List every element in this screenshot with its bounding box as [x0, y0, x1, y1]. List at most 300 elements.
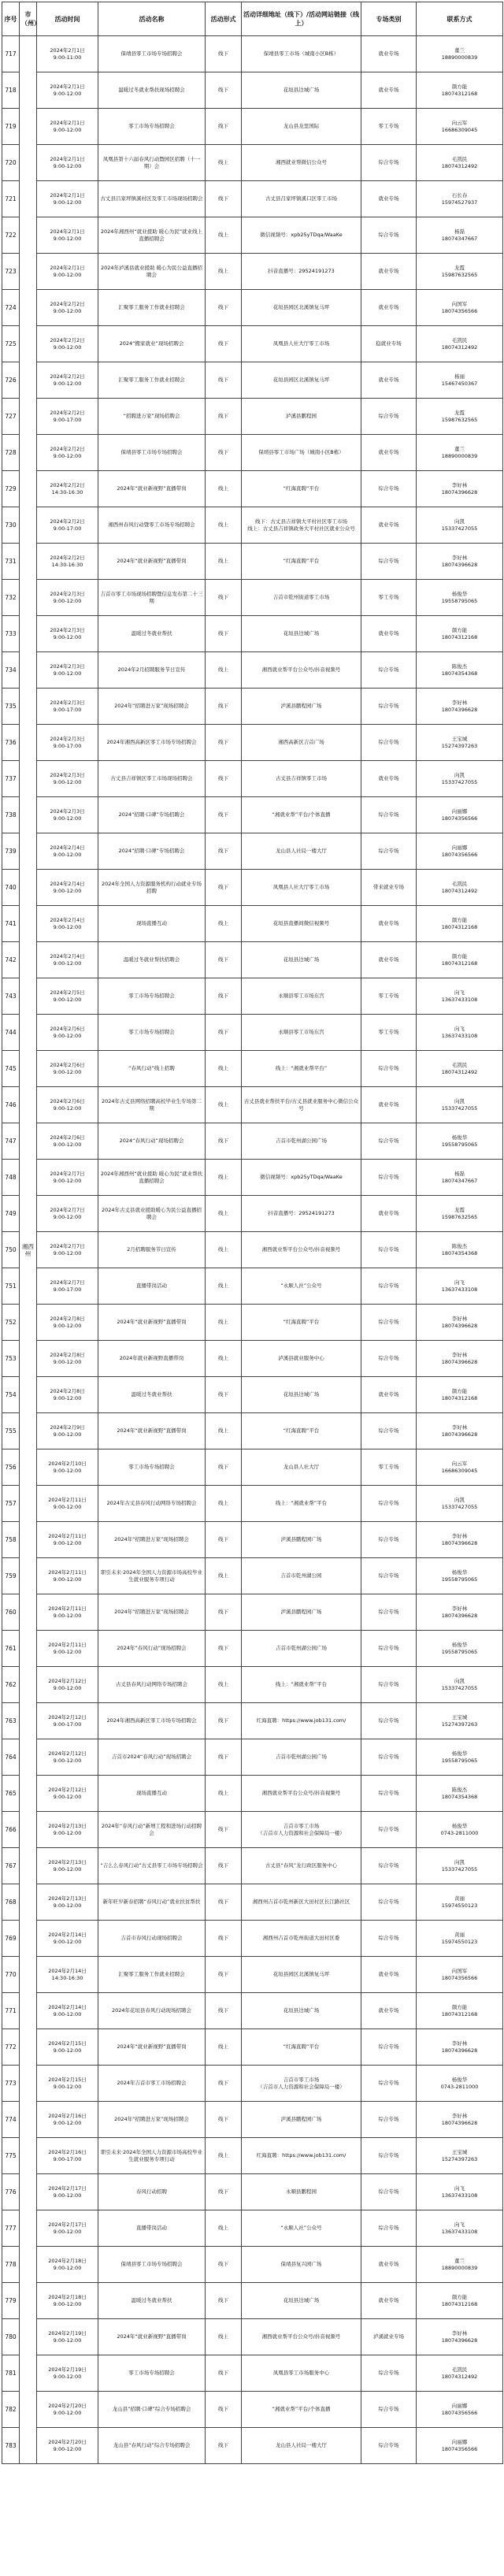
cell-seq: 745	[2, 1051, 20, 1087]
cell-form: 线下	[206, 290, 242, 326]
cell-contact: 向飞 13637433108	[417, 2210, 503, 2247]
cell-name: 吉首市2024“春风行动”现场招聘会	[98, 1739, 206, 1776]
table-row	[2, 2283, 503, 2319]
table-row	[2, 109, 503, 145]
cell-category: 零工专场	[361, 978, 417, 1015]
cell-contact: 向飞 13637433108	[417, 2174, 503, 2210]
cell-seq: 737	[2, 761, 20, 797]
table-row	[2, 725, 503, 761]
cell-time: 2024年2月6日 9:00-12:00	[37, 1123, 98, 1160]
cell-name: 2024年2月招聘服务节日宣传	[98, 652, 206, 689]
cell-time: 2024年2月16日 9:00-17:00	[37, 2138, 98, 2174]
cell-time: 2024年2月3日 9:00-12:00	[37, 616, 98, 652]
cell-time: 2024年2月4日 9:00-12:00	[37, 906, 98, 942]
cell-time: 2024年2月6日 9:00-12:00	[37, 1015, 98, 1051]
cell-address: 保靖县复兴园广场	[242, 2247, 361, 2283]
cell-category: 综合专场	[361, 1703, 417, 1739]
cell-address: 湘西就业帮平台公众号/抖音视频号	[242, 1776, 361, 1812]
cell-name: 2024年湘西高新区零工市场专场招聘会	[98, 725, 206, 761]
cell-seq: 730	[2, 507, 20, 544]
cell-name: 2024年湘西高新区零工市场专场招聘会	[98, 1703, 206, 1739]
cell-contact: 向凯 15337427055	[417, 1087, 503, 1123]
cell-time: 2024年2月8日 9:00-12:00	[37, 1377, 98, 1413]
cell-address: 线下：古丈县吉祥镇大平村社区零工市场 线上：古丈县吉祥镇政务大平村社区就业公众号	[242, 507, 361, 544]
activity-table	[2, 2, 503, 2464]
cell-form: 线下	[206, 1848, 242, 1884]
cell-address: 龙山县人社局一楼大厅	[242, 2428, 361, 2464]
cell-contact: 李好林 18074396628	[417, 2102, 503, 2138]
cell-seq: 762	[2, 1667, 20, 1703]
cell-time: 2024年2月12日 9:00-12:00	[37, 1739, 98, 1776]
cell-address: 泸溪县鹏程园广场	[242, 2102, 361, 2138]
cell-address: 花垣县边城广场	[242, 2283, 361, 2319]
cell-seq: 747	[2, 1123, 20, 1160]
cell-form: 线上	[206, 2138, 242, 2174]
cell-category: 就业专场	[361, 2247, 417, 2283]
table-row	[2, 362, 503, 399]
cell-form: 线下	[206, 2283, 242, 2319]
cell-address: 龙山县人社大厅	[242, 1449, 361, 1486]
cell-name: 2024“招聘·口碑”专场招聘会	[98, 797, 206, 833]
cell-category: 带来就业专场	[361, 870, 417, 906]
cell-form: 线上	[206, 1232, 242, 1268]
cell-time: 2024年2月2日 14:30-16:30	[37, 544, 98, 580]
cell-contact: 毛凯民 18074312492	[417, 326, 503, 362]
cell-contact: 杨磊 18074347667	[417, 217, 503, 254]
cell-category: 就业专场	[361, 290, 417, 326]
table-row	[2, 2428, 503, 2464]
cell-seq: 756	[2, 1449, 20, 1486]
cell-time: 2024年2月3日 9:00-17:00	[37, 725, 98, 761]
table-row	[2, 1413, 503, 1449]
table-row	[2, 1594, 503, 1631]
cell-contact: 向云军 16686309045	[417, 109, 503, 145]
cell-contact: 杨俊华 19558795065	[417, 1631, 503, 1667]
table-row	[2, 254, 503, 290]
cell-contact: 李好林 18074396628	[417, 2029, 503, 2066]
cell-seq: 765	[2, 1776, 20, 1812]
cell-seq: 767	[2, 1848, 20, 1884]
cell-contact: 毛凯民 18074312492	[417, 2355, 503, 2392]
cell-category: 综合专场	[361, 2174, 417, 2210]
cell-seq: 750	[2, 1232, 20, 1268]
cell-address: 花垣县边城广场	[242, 72, 361, 109]
cell-address: 古丈县吉祥镇零工市场	[242, 761, 361, 797]
cell-address: 凤凰县人社大厅零工市场	[242, 870, 361, 906]
cell-name: 保靖县零工市场专场招聘会	[98, 2247, 206, 2283]
cell-category: 就业专场	[361, 1196, 417, 1232]
cell-name: 零工市场专场招聘会	[98, 978, 206, 1015]
cell-contact: 陈俊杰 18074354368	[417, 1776, 503, 1812]
cell-seq: 740	[2, 870, 20, 906]
cell-category: 综合专场	[361, 1558, 417, 1594]
cell-seq: 754	[2, 1377, 20, 1413]
cell-address: “红海直聘”平台	[242, 544, 361, 580]
cell-seq: 721	[2, 181, 20, 217]
cell-address: “湘就业帮”平台/个体直播	[242, 797, 361, 833]
cell-form: 线下	[206, 942, 242, 978]
table-row	[2, 1522, 503, 1558]
cell-category: 综合专场	[361, 1522, 417, 1558]
cell-name: 保靖县零工市场专场招聘会	[98, 36, 206, 72]
cell-contact: 杨丽 15467450367	[417, 362, 503, 399]
cell-name: 零工市场专场招聘会	[98, 109, 206, 145]
cell-name: 2024年吉首市零工市场招聘会	[98, 2066, 206, 2102]
cell-contact: 向飞 13637433108	[417, 978, 503, 1015]
cell-contact: 颜方能 18074312168	[417, 942, 503, 978]
cell-name: 汇聚零工服务工作就业招聘会	[98, 1957, 206, 1993]
cell-name: 汇聚零工服务工作就业招聘会	[98, 362, 206, 399]
table-row	[2, 616, 503, 652]
cell-category: 综合专场	[361, 725, 417, 761]
table-row	[2, 2392, 503, 2428]
table-row	[2, 471, 503, 507]
table-row	[2, 36, 503, 72]
cell-name: 现场直播互动	[98, 906, 206, 942]
cell-category: 零工专场	[361, 1015, 417, 1051]
cell-time: 2024年2月1日 9:00-12:00	[37, 109, 98, 145]
table-row	[2, 1341, 503, 1377]
cell-form: 线下	[206, 761, 242, 797]
table-row	[2, 1631, 503, 1667]
cell-address: 永顺县鹏程园	[242, 2174, 361, 2210]
cell-time: 2024年2月1日 9:00-12:00	[37, 72, 98, 109]
cell-contact: 颜方能 18074312168	[417, 72, 503, 109]
cell-form: 线上	[206, 1305, 242, 1341]
table-row	[2, 1305, 503, 1341]
cell-form: 线下	[206, 2066, 242, 2102]
table-row	[2, 290, 503, 326]
cell-seq: 732	[2, 580, 20, 616]
cell-contact: 王宝城 15274397263	[417, 1703, 503, 1739]
table-row	[2, 1739, 503, 1776]
cell-name: 2024年“就业新视野”直播带岗	[98, 1305, 206, 1341]
cell-name: 2024年“春风行动”现场招聘会	[98, 1631, 206, 1667]
cell-time: 2024年2月12日 9:00-17:00	[37, 1703, 98, 1739]
cell-contact: 龙霞 15987632565	[417, 1196, 503, 1232]
cell-contact: 杨俊华 0743-2811000	[417, 2066, 503, 2102]
table-row	[2, 181, 503, 217]
cell-seq: 727	[2, 399, 20, 435]
cell-contact: 向飞 13637433108	[417, 1268, 503, 1305]
cell-form: 线下	[206, 326, 242, 362]
table-body	[2, 36, 503, 2464]
cell-category: 综合专场	[361, 2355, 417, 2392]
cell-form: 线下	[206, 833, 242, 870]
table-row	[2, 1848, 503, 1884]
cell-category: 综合专场	[361, 544, 417, 580]
cell-category: 综合专场	[361, 217, 417, 254]
cell-contact: 王宝城 15274397263	[417, 725, 503, 761]
cell-seq: 717	[2, 36, 20, 72]
cell-seq: 781	[2, 2355, 20, 2392]
cell-category: 就业专场	[361, 1993, 417, 2029]
cell-time: 2024年2月18日 9:00-12:00	[37, 2283, 98, 2319]
cell-seq: 768	[2, 1884, 20, 1921]
cell-address: 抖音直播号：29524191273	[242, 254, 361, 290]
cell-address: 泸溪县就业服务中心	[242, 1341, 361, 1377]
table-row	[2, 2174, 503, 2210]
cell-name: 汇聚零工服务工作就业招聘会	[98, 290, 206, 326]
cell-contact: 石长春 15974527937	[417, 181, 503, 217]
cell-category: 综合专场	[361, 2066, 417, 2102]
cell-address: 红海直聘：https://www.job131.com/	[242, 2138, 361, 2174]
cell-seq: 759	[2, 1558, 20, 1594]
cell-seq: 739	[2, 833, 20, 870]
cell-form: 线上	[206, 2029, 242, 2066]
table-row	[2, 1558, 503, 1594]
cell-address: 吉首市乾州湖公园广场	[242, 1123, 361, 1160]
cell-form: 线下	[206, 72, 242, 109]
cell-seq: 758	[2, 1522, 20, 1558]
header-city: 市（州）	[20, 2, 37, 36]
cell-form: 线上	[206, 1160, 242, 1196]
cell-address: 保靖县零工市场（城南小区B栋）	[242, 36, 361, 72]
cell-seq: 729	[2, 471, 20, 507]
cell-contact: 颜方能 18074312168	[417, 1377, 503, 1413]
cell-address: 湘西州吉首市乾州新区大田村区长江路社区	[242, 1884, 361, 1921]
cell-contact: 龙霞 15987632565	[417, 254, 503, 290]
cell-time: 2024年2月15日 9:00-12:00	[37, 2066, 98, 2102]
cell-address: 古丈县就业帮扶平台/古丈县就业服务中心微信公众号	[242, 1087, 361, 1123]
cell-contact: 陈俊杰 18074354368	[417, 1232, 503, 1268]
cell-time: 2024年2月19日 9:00-12:00	[37, 2319, 98, 2355]
cell-form: 线下	[206, 870, 242, 906]
cell-form: 线上	[206, 1051, 242, 1087]
cell-form: 线下	[206, 1993, 242, 2029]
cell-seq: 772	[2, 2029, 20, 2066]
cell-name: 凤凰县第十六届春风行动暨园区招聘（十一期）会	[98, 145, 206, 181]
table-row	[2, 978, 503, 1015]
table-row	[2, 870, 503, 906]
cell-time: 2024年2月15日 9:00-12:00	[37, 2029, 98, 2066]
cell-name: 吉首市零工市场现场招聘暨信息发布第二十三期	[98, 580, 206, 616]
cell-name: 古丈县吉祥镇区零工市场现场招聘会	[98, 761, 206, 797]
cell-address: 永顺县零工市场东宫	[242, 978, 361, 1015]
cell-contact: 向丽娜 18074356566	[417, 2428, 503, 2464]
cell-form: 线下	[206, 2355, 242, 2392]
cell-address: 花垣县园区北溪镇复马坪	[242, 290, 361, 326]
cell-address: 凤凰县零工市场服务中心	[242, 2355, 361, 2392]
cell-time: 2024年2月2日 9:00-12:00	[37, 435, 98, 471]
header-category: 专场类别	[361, 2, 417, 36]
cell-time: 2024年2月13日 9:00-12:00	[37, 1884, 98, 1921]
cell-seq: 766	[2, 1812, 20, 1848]
cell-form: 线下	[206, 1123, 242, 1160]
cell-time: 2024年2月17日 9:00-12:00	[37, 2174, 98, 2210]
cell-address: 微信视频号：xpb25yTDqa/WaaKe	[242, 217, 361, 254]
cell-contact: 杨俊华 0743-2811000	[417, 1812, 503, 1848]
cell-category: 综合专场	[361, 1051, 417, 1087]
cell-seq: 752	[2, 1305, 20, 1341]
cell-form: 线上	[206, 2210, 242, 2247]
cell-form: 线上	[206, 1341, 242, 1377]
cell-name: 2024“招聘·口碑”专场招聘会	[98, 833, 206, 870]
cell-name: 直播带岗活动	[98, 1268, 206, 1305]
cell-contact: 董兰 18890000839	[417, 36, 503, 72]
table-row	[2, 2319, 503, 2355]
cell-contact: 杨俊华 19558795065	[417, 1558, 503, 1594]
cell-form: 线上	[206, 217, 242, 254]
cell-contact: 颜方能 18074312168	[417, 906, 503, 942]
cell-address: “红海直聘”平台	[242, 471, 361, 507]
cell-time: 2024年2月12日 9:00-12:00	[37, 1667, 98, 1703]
cell-name: 2024年“就业新视野”直播带岗	[98, 2319, 206, 2355]
cell-name: 温暖过冬就业帮扶招聘会	[98, 942, 206, 978]
cell-address: 古丈县“春风”龙行政区服务中心	[242, 1848, 361, 1884]
cell-contact: 李好林 18074396628	[417, 1522, 503, 1558]
cell-time: 2024年2月3日 9:00-12:00	[37, 797, 98, 833]
header-seq: 序号	[2, 2, 20, 36]
cell-seq: 760	[2, 1594, 20, 1631]
cell-contact: 向云军 16686309045	[417, 1449, 503, 1486]
cell-address: 抖音直播号：29524191273	[242, 1196, 361, 1232]
table-row	[2, 145, 503, 181]
cell-time: 2024年2月2日 9:00-17:00	[37, 399, 98, 435]
cell-seq: 738	[2, 797, 20, 833]
cell-category: 就业专场	[361, 2283, 417, 2319]
cell-time: 2024年2月13日 9:00-12:00	[37, 1848, 98, 1884]
cell-name: 2024年湘西州“就业援助 暖心为民”就业帮扶直播招聘会	[98, 1160, 206, 1196]
table-row	[2, 326, 503, 362]
cell-address: 古丈县吕家坪镇溪口区零工市场	[242, 181, 361, 217]
cell-address: “红海直聘”平台	[242, 2029, 361, 2066]
cell-seq: 751	[2, 1268, 20, 1305]
cell-name: 直播带岗活动	[98, 2210, 206, 2247]
cell-category: 就业专场	[361, 72, 417, 109]
cell-time: 2024年2月8日 9:00-12:00	[37, 1341, 98, 1377]
cell-name: 2024年就业新视野直播带岗	[98, 1341, 206, 1377]
cell-category: 泸溪就业专场	[361, 2319, 417, 2355]
table-row	[2, 1486, 503, 1522]
cell-contact: 杨俊华 19558795065	[417, 580, 503, 616]
cell-form: 线下	[206, 399, 242, 435]
cell-seq: 746	[2, 1087, 20, 1123]
cell-address: 湘西州吉首市乾州街道大田村区委	[242, 1921, 361, 1957]
cell-form: 线下	[206, 1522, 242, 1558]
cell-category: 综合专场	[361, 145, 417, 181]
cell-address: 花垣县园区北溪镇复马坪	[242, 362, 361, 399]
cell-address: 湘西就业帮平台公众号/抖音视频号	[242, 652, 361, 689]
cell-category: 综合专场	[361, 2138, 417, 2174]
cell-time: 2024年2月3日 9:00-12:00	[37, 580, 98, 616]
cell-time: 2024年2月4日 9:00-12:00	[37, 942, 98, 978]
cell-address: 泸溪县鹏程园广场	[242, 1522, 361, 1558]
cell-seq: 770	[2, 1957, 20, 1993]
cell-form: 线下	[206, 1957, 242, 1993]
cell-time: 2024年2月17日 9:00-12:00	[37, 2210, 98, 2247]
cell-seq: 743	[2, 978, 20, 1015]
cell-name: 2024年湘西州“就业援助 暖心为民”就业线上直播招聘会	[98, 217, 206, 254]
cell-seq: 718	[2, 72, 20, 109]
cell-name: 2024年“就业新视野”直播带岗	[98, 471, 206, 507]
cell-category: 就业专场	[361, 906, 417, 942]
table-row	[2, 1377, 503, 1413]
cell-name: 古丈县春风行动网络专场招聘会	[98, 1667, 206, 1703]
cell-address: 吉首市乾州街道零工市场	[242, 580, 361, 616]
cell-contact: 王宝城 15274397263	[417, 2138, 503, 2174]
cell-address: “永顺人社”公众号	[242, 1268, 361, 1305]
cell-category: 综合专场	[361, 2102, 417, 2138]
cell-seq: 744	[2, 1015, 20, 1051]
cell-name: 2024“搬家就业”现场招聘会	[98, 326, 206, 362]
cell-time: 2024年2月7日 9:00-17:00	[37, 1268, 98, 1305]
cell-time: 2024年2月16日 9:00-12:00	[37, 2102, 98, 2138]
cell-seq: 776	[2, 2174, 20, 2210]
cell-time: 2024年2月2日 14:30-16:30	[37, 471, 98, 507]
cell-name: 2024年“就业新视野”直播带岗	[98, 1413, 206, 1449]
cell-form: 线下	[206, 1015, 242, 1051]
table-row	[2, 797, 503, 833]
table-row	[2, 2247, 503, 2283]
cell-category: 综合专场	[361, 1631, 417, 1667]
cell-contact: 杨俊华 19558795065	[417, 1739, 503, 1776]
cell-time: 2024年2月7日 9:00-12:00	[37, 1160, 98, 1196]
table-row	[2, 1812, 503, 1848]
cell-contact: 向凯 15337427055	[417, 761, 503, 797]
cell-form: 线下	[206, 797, 242, 833]
cell-contact: 黄丽 15974550123	[417, 1884, 503, 1921]
cell-name: 2024年“招聘进万家”现场招聘会	[98, 2102, 206, 2138]
cell-contact: 董兰 18890000839	[417, 2247, 503, 2283]
cell-name: “春风行动”线上招聘	[98, 1051, 206, 1087]
cell-category: 就业专场	[361, 181, 417, 217]
cell-address: “红海直聘”平台	[242, 1305, 361, 1341]
cell-category: 综合专场	[361, 1232, 417, 1268]
header-form: 活动形式	[206, 2, 242, 36]
cell-category: 就业专场	[361, 761, 417, 797]
cell-category: 综合专场	[361, 1123, 417, 1160]
cell-category: 就业专场	[361, 616, 417, 652]
table-row	[2, 72, 503, 109]
cell-address: 湘西就业帮平台公众号/抖音视频号	[242, 2319, 361, 2355]
table-row	[2, 1884, 503, 1921]
cell-category: 就业专场	[361, 362, 417, 399]
cell-time: 2024年2月10日 9:00-12:00	[37, 1449, 98, 1486]
cell-form: 线下	[206, 2428, 242, 2464]
table-row	[2, 1667, 503, 1703]
cell-time: 2024年2月11日 9:00-12:00	[37, 1558, 98, 1594]
cell-name: 2024年“春风行动”新增工程和进场行动招聘会	[98, 1812, 206, 1848]
cell-time: 2024年2月13日 9:00-12:00	[37, 1812, 98, 1848]
cell-city: 湘西州	[20, 36, 37, 2464]
cell-seq: 780	[2, 2319, 20, 2355]
cell-contact: 李好林 18074396628	[417, 1341, 503, 1377]
cell-contact: 向丽娜 18074356566	[417, 833, 503, 870]
cell-seq: 761	[2, 1631, 20, 1667]
cell-name: “招聘进万家”现场招聘会	[98, 399, 206, 435]
cell-form: 线下	[206, 109, 242, 145]
cell-name: 职引未来·2024年全国人力资源市场高校毕业生就业服务专项行动	[98, 2138, 206, 2174]
cell-form: 线上	[206, 544, 242, 580]
cell-contact: 杨俊华 19558795065	[417, 1123, 503, 1160]
table-row	[2, 1957, 503, 1993]
cell-seq: 734	[2, 652, 20, 689]
cell-seq: 749	[2, 1196, 20, 1232]
cell-seq: 736	[2, 725, 20, 761]
cell-time: 2024年2月5日 9:00-12:00	[37, 978, 98, 1015]
cell-contact: 李好林 18074396628	[417, 1305, 503, 1341]
cell-name: 温暖过冬就业帮扶	[98, 616, 206, 652]
table-row	[2, 2355, 503, 2392]
cell-contact: 杨磊 18074347667	[417, 1160, 503, 1196]
cell-time: 2024年2月14日 9:00-12:00	[37, 1921, 98, 1957]
cell-category: 综合专场	[361, 1341, 417, 1377]
cell-form: 线下	[206, 1812, 242, 1848]
cell-category: 综合专场	[361, 1667, 417, 1703]
table-row	[2, 1776, 503, 1812]
cell-time: 2024年2月1日 9:00-11:00	[37, 36, 98, 72]
